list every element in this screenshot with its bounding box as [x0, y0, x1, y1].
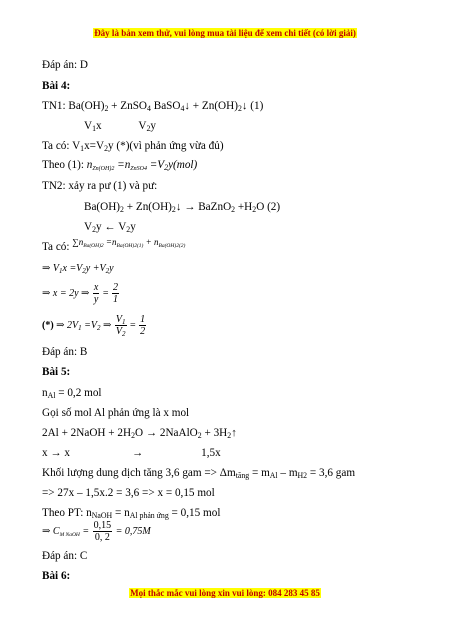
sum-equation: Ta có: $^{\sum n_{Ba(OH)2} =n_{Ba(OH)2(1)} + n_{Ba(OH)2(2)}}$ — [42, 237, 186, 253]
problem-heading: Bài 4: — [42, 80, 71, 92]
reaction-al: 2Al + 2NaOH + $2H_2O$ → 2NaAlO$_2$ + $3H_2↑$ — [42, 427, 237, 440]
equation-x: ⇒ x = 2y ⇒ $\frac{x}{y}$ = $\frac{2}{1}$ — [42, 282, 118, 305]
answer-line: Đáp án: B — [42, 346, 88, 358]
solve-x-line: => 27x – 1,5x.2 = 3,6 => x = 0,15 mol — [42, 487, 215, 499]
reaction-al-values: x → x → 1,5x — [42, 447, 221, 459]
answer-line: Đáp án: D — [42, 59, 88, 71]
reaction-tn1: TN1: $Ba(OH)_2$ + ZnSO$_4$ BaSO$_4$↓ + $Zn(OH)_2↓$ (1) — [42, 100, 264, 113]
tn1-values: $V_1x$ $V_2y$ — [84, 120, 157, 133]
equation-ratio: (*) ⇒ $2V_1 =V_2$ ⇒ $\frac{V_1}{V_2}$ = $\frac{1}{2}$ — [42, 314, 146, 338]
n-al-line: $n_{Al} = 0,2$ mol — [42, 387, 102, 400]
equation-star: Ta có: $V_1x=V_2y$ (*)(vì phản ứng vừa đủ) — [42, 140, 224, 153]
tn2-line: TN2: xảy ra pư (1) và pư: — [42, 180, 158, 192]
problem-heading: Bài 6: — [42, 570, 71, 582]
naoh-mol-line: Theo PT: $n_{NaOH} = n_{Al phản ứng} = 0,15$ mol — [42, 507, 221, 520]
contact-banner: Mọi thắc mắc vui lòng xin vui lòng: 084 283 45 85 — [130, 588, 320, 598]
problem-heading: Bài 5: — [42, 366, 71, 378]
answer-line: Đáp án: C — [42, 550, 88, 562]
assume-line: Gọi số mol Al phản ứng là x mol — [42, 407, 190, 419]
theo-1-line: Theo (1): $n_{Zn(OH)2} =n_{ZnSO4} =V_2y(mol)$ — [42, 159, 198, 172]
concentration-line: ⇒ $C_{M NaOH}$ = $\frac{0,15}{0, 2}$ = 0,75M — [42, 520, 151, 543]
preview-banner: Đây là bản xem thử, vui lòng mua tài liệu để xem chi tiết (có lời giải) — [94, 28, 356, 38]
mass-increase-line: Khối lượng dung dịch tăng 3,6 gam => $\Delta m_{tăng} = m_{Al} - m_{H2} = 3,6$ gam — [42, 467, 356, 480]
tn2-values: $V_2y$ ← $V_2y$ — [84, 221, 136, 234]
equation-v: ⇒ $V_1x =V_2y +V_2y$ — [42, 263, 114, 275]
reaction-tn2: $Ba(OH)_2$ + $Zn(OH)_2↓$ → BaZnO$_2$ $+H_2O$ (2) — [84, 201, 281, 214]
